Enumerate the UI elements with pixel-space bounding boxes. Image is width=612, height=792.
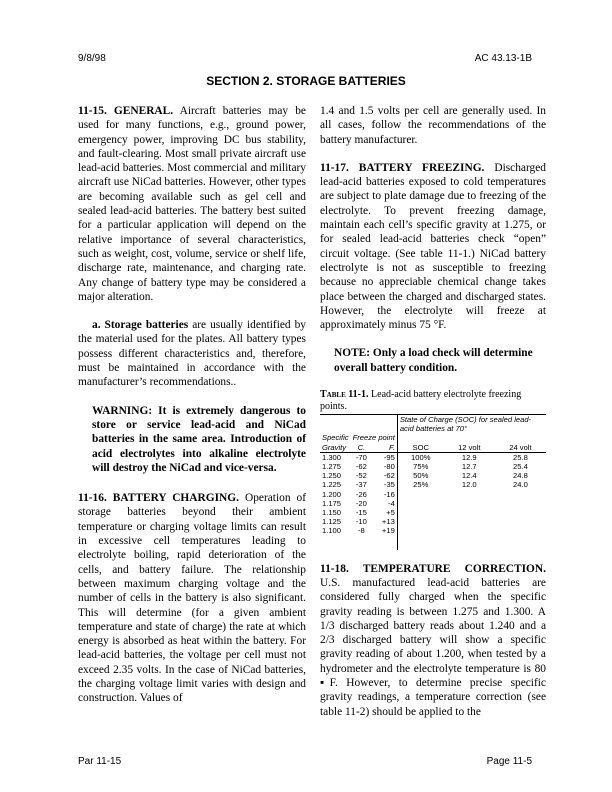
paragraph-storage-batteries [78, 318, 306, 389]
table-cell: -15 [355, 508, 367, 518]
table-cell: -8 [358, 526, 365, 536]
table-cell: 1.200 [322, 489, 342, 499]
subparagraph-heading: a. Storage batteries [92, 319, 189, 332]
paragraph-body: U.S. manufactured lead-acid batteries are considered fully charged when the specific gravity reading is between 1.275 and 1.300. A 1/3 discharged battery reads about 1.240 and a 2/3 discharged battery will show a specific gravity reading of about 1.200, when tested by a hydrometer and the electrolyte temperature is 80 ▪F. However, to determine precise specific gravity readings, a temperature correction (see table 11-2) should be applied to the [320, 576, 546, 718]
freezing-point-table [320, 414, 546, 550]
table-row [320, 480, 546, 489]
paragraph-heading: 11-18. TEMPERATURE CORRECTION. [320, 562, 546, 575]
paragraph-battery-freezing [320, 161, 546, 333]
table-row [320, 471, 546, 480]
table-cell: 50% [397, 471, 443, 480]
table-row-spacer [320, 536, 546, 550]
table-header-celsius: C. [351, 443, 373, 453]
table-cell: +5 [386, 508, 395, 518]
table-cell: 1.125 [322, 517, 342, 527]
footer-page-number: Page 11-5 [486, 756, 532, 767]
table-cell: 1.275 [322, 462, 342, 472]
table-cell: 75% [397, 462, 443, 471]
table-row [320, 526, 546, 535]
table-cell: 1.250 [322, 471, 342, 481]
table-cell: 25% [397, 480, 443, 489]
paragraph-charging-continued: 1.4 and 1.5 volts per cell are generally used. In all cases, follow the recommendations of the battery manufacturer. [320, 105, 546, 146]
table-header-soc-col: SOC [397, 443, 443, 453]
table-header-fahrenheit: F. [372, 443, 397, 453]
table-row [320, 462, 546, 471]
table-cell: -16 [383, 489, 395, 499]
table-cell-empty [397, 526, 546, 535]
table-cell: -10 [355, 517, 367, 527]
table-cell-empty [397, 499, 546, 508]
table-cell: 24.0 [513, 480, 528, 490]
table-header-soc: State of Charge (SOC) for sealed lead-acid batteries at 70° [397, 415, 546, 434]
table-cell: -95 [383, 452, 395, 462]
table-row [320, 517, 546, 526]
table-cell: -35 [383, 480, 395, 490]
header-document-code: AC 43.13-1B [474, 53, 532, 64]
table-caption-label: Table 11-1. [320, 389, 369, 401]
table-cell: 12.4 [461, 471, 477, 481]
table-cell: 12.0 [461, 480, 477, 490]
table-cell: +13 [381, 517, 395, 527]
paragraph-body: are usually identified by the material used for the plates. All battery types possess different characteristics and, therefore, must be maintained in accordance with the manufacturer’s recommendations.. [78, 319, 306, 389]
paragraph-body: Operation of storage batteries beyond their ambient temperature or charging voltage limits can result in excessive cell temperatures leading to electrolyte boiling, rapid deterioration of the cells, and battery failure. The relationship between maximum charging voltage and the number of cells in the battery is also significant. This will determine (for a given ambient temperature and state of charge) the rate at which energy is absorbed as heat within the battery. For lead-acid batteries, the voltage per cell must not exceed 2.35 volts. In the case of NiCad batteries, the charging voltage limit varies with design and construction. Values of [78, 492, 307, 705]
table-cell: 1.300 [322, 452, 342, 462]
footer-paragraph-ref: Par 11-15 [78, 756, 122, 767]
table-cell: -20 [355, 498, 367, 508]
table-cell-empty [397, 536, 546, 550]
table-cell: 1.225 [322, 480, 342, 490]
left-column [78, 104, 306, 720]
header-date: 9/8/98 [78, 53, 106, 64]
table-cell: -62 [355, 462, 367, 472]
table-row [320, 499, 546, 508]
table-cell: 1.150 [322, 508, 342, 518]
table-caption [320, 389, 546, 412]
table-cell: -80 [383, 462, 395, 472]
section-title: SECTION 2. STORAGE BATTERIES [206, 74, 406, 88]
table-caption-text: Lead-acid battery electrolyte freezing points. [320, 389, 522, 412]
table-header-12-volt: 12 volt [444, 443, 495, 453]
note-text: NOTE: Only a load check will determine overall battery condition. [334, 347, 533, 374]
table-cell-empty [397, 490, 546, 499]
paragraph-general [78, 104, 306, 304]
right-column [320, 104, 546, 733]
table-header-freeze-point: Freeze point [352, 433, 395, 443]
table-cell-empty [397, 517, 546, 526]
paragraph-heading: 11-15. GENERAL. [78, 105, 174, 117]
table-cell: 1.175 [322, 498, 342, 508]
table-cell: 12.9 [461, 452, 477, 462]
table-cell: 100% [397, 452, 443, 462]
table-header-spacer [320, 415, 397, 434]
table-cell: 24.8 [513, 471, 528, 481]
paragraph-heading: 11-17. BATTERY FREEZING. [320, 161, 485, 174]
table-cell: -26 [355, 489, 367, 499]
table-row [320, 508, 546, 517]
table-cell-empty [397, 508, 546, 517]
paragraph-body: Aircraft batteries may be used for many functions, e.g., ground power, emergency power, improving DC bus stability, and fault-clearing. Most small private aircraft use lead-acid batteries. Most commercial and military aircraft use NiCad batteries. However, other types are becoming available such as gel cell and sealed lead-acid batteries. The battery best suited for a particular application will depend on the relative importance of several characteristics, such as weight, cost, volume, service or shelf life, discharge rate, maintenance, and charging rate. Any change of battery type may be considered a major alteration. [78, 105, 306, 303]
paragraph-battery-charging [78, 491, 306, 705]
table-header-gravity: Gravity [320, 443, 351, 453]
table-cell: -52 [355, 471, 367, 481]
table-cell: -4 [388, 498, 395, 508]
paragraph-body: Discharged lead-acid batteries exposed to cold temperatures are subject to plate damage due to freezing of the electrolyte. To prevent freezing damage, maintain each cell’s specific gravity at 1.275, or for sealed lead-acid batteries check “open” circuit voltage. (See table 11-1.) NiCad battery electrolyte is not as susceptible to freezing because no appreciable chemical change takes place between the charged and discharged states. However, the electrolyte will freeze at approximately minus 75 °F. [320, 161, 547, 332]
table-cell: 12.7 [461, 462, 477, 472]
table-cell: -37 [355, 480, 367, 490]
table-header-empty [397, 433, 546, 442]
table-header-specific: Specific [322, 433, 349, 443]
table-cell: -62 [383, 471, 395, 481]
table-cell: 25.4 [513, 462, 528, 472]
paragraph-heading: 11-16. BATTERY CHARGING. [78, 492, 239, 505]
table-cell-empty [320, 536, 397, 550]
table-cell: +19 [381, 526, 395, 536]
warning-text: WARNING: It is extremely dangerous to store or service lead-acid and NiCad batteries in the same area. Introduction of acid electrolytes into alkaline electrolyte will destroy the NiCad and vice-versa. [92, 404, 306, 474]
table-cell: 1.100 [322, 526, 342, 536]
table-row [320, 452, 546, 462]
table-cell: -70 [355, 452, 367, 462]
table-cell: 25.8 [513, 452, 528, 462]
paragraph-temperature-correction [320, 562, 546, 719]
table-row [320, 490, 546, 499]
table-header-24-volt: 24 volt [495, 443, 546, 453]
